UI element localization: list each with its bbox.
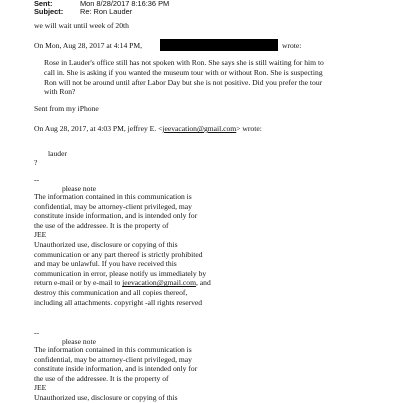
sent-value: Mon 8/28/2017 8:16:36 PM	[80, 0, 170, 8]
signature: Sent from my iPhone	[34, 104, 99, 113]
disclaimer1-line: destroy this communication and all copies thereof,	[34, 287, 188, 297]
disclaimer1-return-line	[34, 278, 211, 288]
disclaimer1-dashes: --	[34, 175, 40, 184]
return-suffix: , and	[195, 278, 211, 288]
quote2-line2: ?	[34, 158, 38, 167]
disclaimer2-title: please note	[62, 337, 96, 346]
quote2-prefix: On Aug 28, 2017, at 4:03 PM, jeffrey E. <	[34, 124, 163, 133]
subject-value: Re: Ron Lauder	[80, 7, 133, 16]
quote1-body-line: with Ron?	[44, 87, 76, 97]
quote2-line1: lauder	[48, 149, 67, 158]
disclaimer1-email-link[interactable]: jeevacation@gmail.com	[122, 278, 196, 288]
quote1-body-line: Ron will not be around until after Labor Day but she is not positive. Did you prefer the tour	[44, 77, 323, 87]
disclaimer1-line: the use of the addressee. It is the property of	[34, 220, 169, 230]
disclaimer1-line: The information contained in this communication is	[34, 192, 192, 201]
disclaimer2-line: constitute inside information, and is intended only for	[34, 364, 198, 374]
disclaimer1-line: communication in error, please notify us immediately by	[34, 268, 207, 278]
disclaimer1-title: please note	[62, 184, 96, 193]
disclaimer1-body	[34, 192, 211, 307]
disclaimer2-body	[34, 345, 197, 403]
reply-text: we will wait until week of 20th	[34, 21, 129, 30]
disclaimer1-line: and may be unlawful. If you have received this	[34, 259, 177, 269]
disclaimer1-line: Unauthorized use, disclosure or copying of this	[34, 239, 178, 249]
quote2-suffix: > wrote:	[236, 124, 262, 133]
disclaimer2-line: the use of the addressee. It is the property of	[34, 373, 169, 383]
quote1-suffix: wrote:	[282, 41, 302, 50]
quote1-body-line: Rose in Lauder's office still has not spoken with Ron. She says she is still waiting for him to	[44, 58, 324, 67]
disclaimer2-line: Unauthorized use, disclosure or copying of this	[34, 392, 178, 402]
sent-label: Sent:	[34, 0, 53, 8]
subject-label: Subject:	[34, 7, 64, 16]
return-prefix: return e-mail or by e-mail to	[34, 278, 123, 288]
disclaimer1-line: JEE	[34, 230, 47, 240]
quote1-body	[44, 58, 324, 97]
quote2-email-link[interactable]: jeevacation@gmail.com	[162, 124, 237, 133]
redaction-box	[160, 39, 278, 51]
disclaimer2-line: The information contained in this communication is	[34, 345, 192, 354]
disclaimer2-line: confidential, may be attorney-client privileged, may	[34, 354, 192, 364]
disclaimer1-line: communication or any part thereof is strictly prohibited	[34, 249, 203, 259]
quote1-prefix: On Mon, Aug 28, 2017 at 4:14 PM,	[34, 41, 143, 50]
disclaimer1-line: confidential, may be attorney-client privileged, may	[34, 201, 192, 211]
subject-row	[34, 7, 132, 16]
disclaimer2-dashes: --	[34, 328, 40, 337]
disclaimer1-line: including all attachments. copyright -all rights reserved	[34, 297, 203, 307]
disclaimer1-line: constitute inside information, and is intended only for	[34, 211, 198, 221]
quote1-body-line: call in. She is asking if you wanted the museum tour with or without Ron. She is suspecting	[44, 67, 323, 77]
quote2-header	[34, 124, 262, 133]
disclaimer2-line: JEE	[34, 383, 47, 393]
